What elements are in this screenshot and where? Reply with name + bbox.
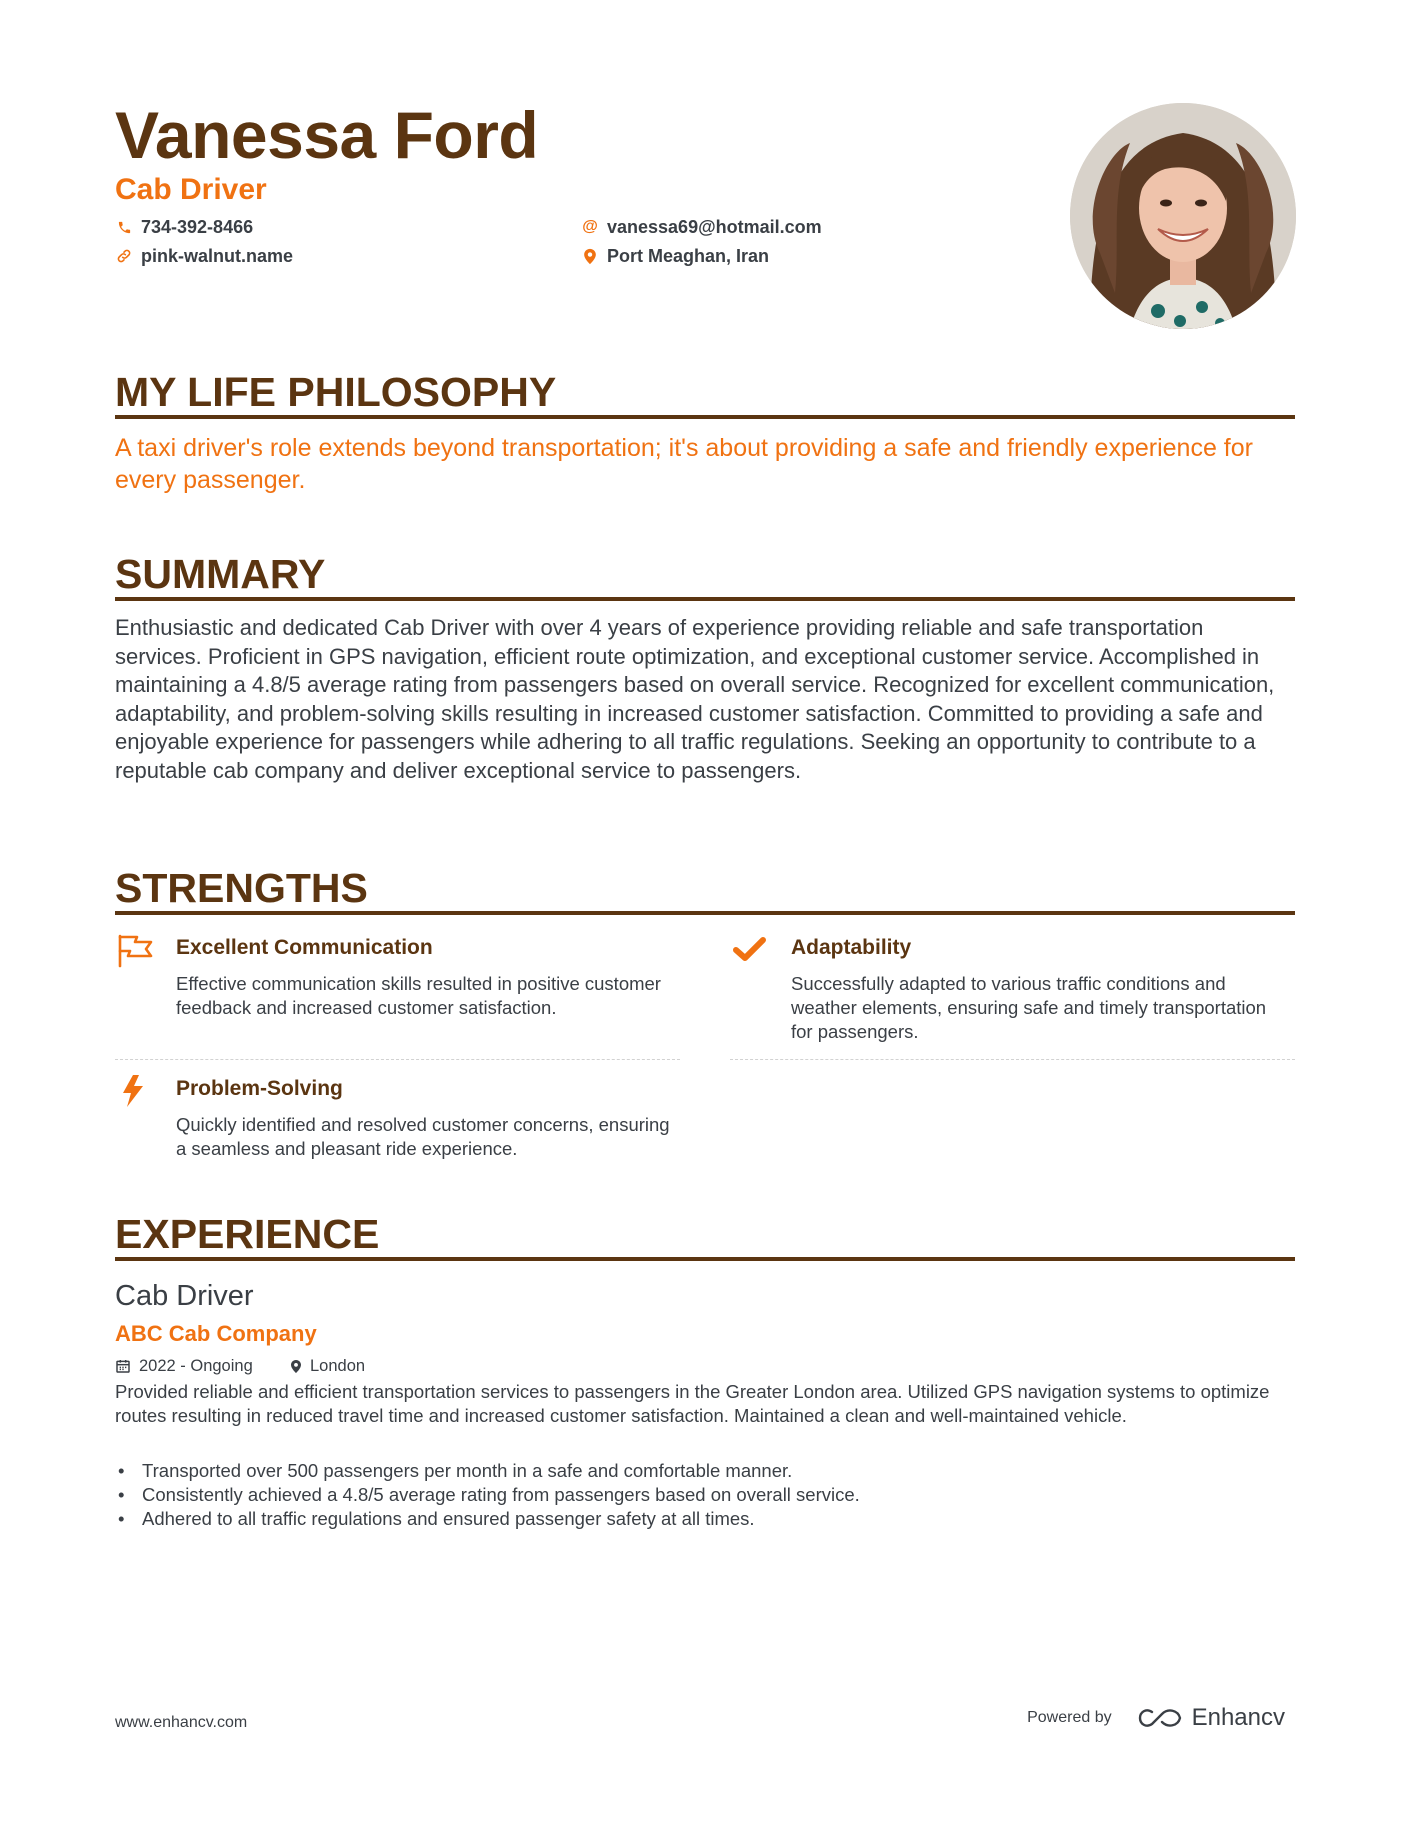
achievement-item: • Adhered to all traffic regulations and ensured passenger safety at all times. xyxy=(115,1507,1295,1531)
achievement-item: • Consistently achieved a 4.8/5 average rating from passengers based on overall service. xyxy=(115,1483,1295,1507)
job-location xyxy=(290,1355,365,1377)
footer-branding[interactable] xyxy=(1027,1704,1285,1732)
map-pin-icon xyxy=(290,1359,302,1374)
calendar-icon xyxy=(115,1358,131,1374)
experience-heading: EXPERIENCE xyxy=(115,1211,380,1257)
section-divider xyxy=(115,911,1295,915)
contact-phone[interactable] xyxy=(115,215,253,239)
strength-title: Excellent Communication xyxy=(176,936,433,959)
check-icon xyxy=(730,932,770,968)
philosophy-text: A taxi driver's role extends beyond transportation; it's about providing a safe and friendly experience for every passenger. xyxy=(115,434,1253,494)
strength-description: Quickly identified and resolved customer concerns, ensuring a seamless and pleasant ride experience. xyxy=(176,1114,670,1159)
company-name: ABC Cab Company xyxy=(115,1321,317,1346)
contact-location xyxy=(581,244,769,268)
summary-heading: SUMMARY xyxy=(115,551,326,597)
candidate-name: Vanessa Ford xyxy=(115,98,539,172)
powered-by-label: Powered by xyxy=(1027,1709,1112,1726)
enhancv-logo-icon xyxy=(1138,1706,1184,1730)
location-text: Port Meaghan, Iran xyxy=(607,246,770,266)
achievement-item: • Transported over 500 passengers per month in a safe and comfortable manner. xyxy=(115,1459,1295,1483)
section-divider xyxy=(115,597,1295,601)
job-dates xyxy=(115,1355,253,1377)
email-text: vanessa69@hotmail.com xyxy=(607,217,822,237)
contact-email[interactable] xyxy=(581,215,822,239)
section-divider xyxy=(115,415,1295,419)
contact-website[interactable] xyxy=(115,244,293,268)
lightning-icon xyxy=(115,1073,155,1109)
strength-title: Adaptability xyxy=(791,936,912,959)
profile-photo xyxy=(1070,103,1296,329)
job-achievements xyxy=(115,1459,1295,1531)
section-divider xyxy=(115,1257,1295,1261)
strength-description: Successfully adapted to various traffic conditions and weather elements, ensuring safe and timely transportation for passengers. xyxy=(791,973,1267,1042)
strength-separator xyxy=(115,1059,680,1060)
job-location-text: London xyxy=(310,1357,366,1375)
link-icon xyxy=(115,247,133,265)
resume-page xyxy=(115,0,1295,1826)
summary-text: Enthusiastic and dedicated Cab Driver with over 4 years of experience providing reliable and safe transportation services. Proficient in GPS navigation, efficient route optimization, and exceptional customer service. Accomplished in maintaining a 4.8/5 average rating from passengers based on overall service. Recognized for excellent communication, adaptability, and problem-solving skills resulting in increased customer satisfaction. Committed to providing a safe and enjoyable experience for passengers while adhering to all traffic regulations. Seeking an opportunity to contribute to a reputable cab company and deliver exceptional service to passengers. xyxy=(115,615,1275,783)
job-title: Cab Driver xyxy=(115,1280,254,1312)
website-text: pink-walnut.name xyxy=(141,246,294,266)
strengths-heading: STRENGTHS xyxy=(115,865,368,911)
footer-website[interactable]: www.enhancv.com xyxy=(115,1714,248,1731)
strength-title: Problem-Solving xyxy=(176,1077,343,1100)
flag-icon xyxy=(115,932,155,968)
job-description: Provided reliable and efficient transportation services to passengers in the Greater London area. Utilized GPS navigation systems to optimize routes resulting in reduced travel time and increased customer satisfaction. Maintained a clean and well-maintained vehicle. xyxy=(115,1381,1270,1426)
strength-description: Effective communication skills resulted in positive customer feedback and increased customer satisfaction. xyxy=(176,973,661,1018)
at-icon: @ xyxy=(582,218,598,235)
brand-name: Enhancv xyxy=(1191,1704,1285,1731)
map-pin-icon xyxy=(581,247,599,265)
philosophy-heading: MY LIFE PHILOSOPHY xyxy=(115,369,557,415)
strength-separator xyxy=(730,1059,1295,1060)
phone-text: 734-392-8466 xyxy=(141,217,254,237)
candidate-role: Cab Driver xyxy=(115,173,267,206)
phone-icon xyxy=(115,218,133,236)
job-dates-text: 2022 - Ongoing xyxy=(139,1357,253,1375)
